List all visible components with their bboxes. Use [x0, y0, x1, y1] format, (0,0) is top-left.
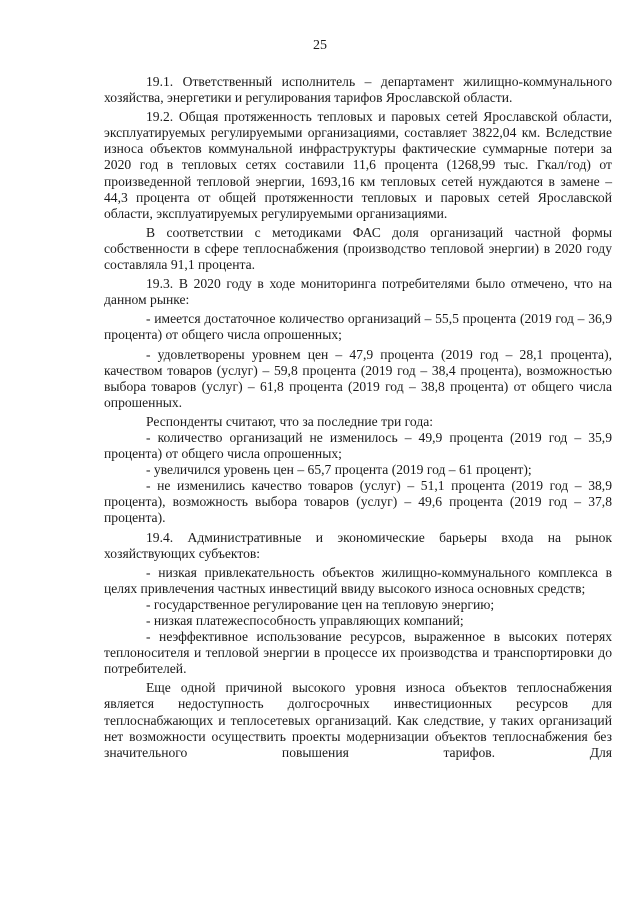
paragraph-19-1: 19.1. Ответственный исполнитель – департамент жилищно-коммунального хозяйства, энергетики и регулирования тарифов Ярославской области. [104, 74, 612, 106]
page-number: 25 [313, 38, 327, 53]
list-item-satisfaction: - удовлетворены уровнем цен – 47,9 процента (2019 год – 28,1 процента), качеством товаров (услуг) – 59,8 процента (2019 год – 38,4 процента), возможностью выбора товаров (услуг) – 61,8 процента (2019 год – 38,8 процента) от общего числа опрошенных. [104, 346, 612, 410]
list-item-low-attractiveness: - низкая привлекательность объектов жилищно-коммунального комплекса в целях привлечения частных инвестиций ввиду высокого износа основных средств; [104, 564, 612, 596]
list-item-prices-increased: - увеличился уровень цен – 65,7 процента (2019 год – 61 процент); [146, 462, 532, 478]
list-item-organizations-unchanged: - количество организаций не изменилось – 49,9 процента (2019 год – 35,9 процента) от общего числа опрошенных; [104, 429, 612, 462]
paragraph-wear-reason: Еще одной причиной высокого уровня износа объектов теплоснабжения является недоступность долгосрочных инвестиционных ресурсов для теплоснабжающих и теплосетевых организаций. Как следствие, у таких организаций нет возможности осуществить проекты модернизации объектов теплоснабжения без значительного повышения тарифов. Для [104, 680, 612, 760]
document-body [104, 74, 612, 761]
paragraph-respondents: Респонденты считают, что за последние три года: [146, 413, 434, 429]
list-item-inefficient-use: - неэффективное использование ресурсов, выраженное в высоких потерях теплоносителя и тепловой энергии в процессе их производства и транспортировки до потребителей. [104, 629, 612, 677]
list-item-state-regulation: - государственное регулирование цен на тепловую энергию; [146, 596, 495, 612]
paragraph-fas-share: В соответствии с методиками ФАС доля организаций частной формы собственности в сфере теплоснабжения (производство тепловой энергии) в 2020 году составляла 91,1 процента. [104, 224, 612, 273]
list-item-quality-unchanged: - не изменились качество товаров (услуг) – 51,1 процента (2019 год – 38,9 процента), возможность выбора товаров (услуг) – 49,6 процента (2019 год – 37,8 процента). [104, 478, 612, 526]
list-item-organizations-count: - имеется достаточное количество организаций – 55,5 процента (2019 год – 36,9 процента) от общего числа опрошенных; [104, 311, 612, 343]
paragraph-19-4: 19.4. Административные и экономические барьеры входа на рынок хозяйствующих субъектов: [104, 529, 612, 561]
paragraph-19-2: 19.2. Общая протяженность тепловых и паровых сетей Ярославской области, эксплуатируемых регулируемыми организациями, составляет 3822,04 км. Вследствие износа объектов коммунальной инфраструктуры фактические суммарные потери за 2020 год в тепловых сетях составили 11,6 процента (1268,99 тыс. Гкал/год) от произведенной тепловой энергии, 1693,16 км тепловых сетей нуждаются в замене – 44,3 процента от общей протяженности тепловых и паровых сетей Ярославской области, эксплуатируемых регулируемыми организациями. [104, 109, 612, 221]
paragraph-19-3: 19.3. В 2020 году в ходе мониторинга потребителями было отмечено, что на данном рынке: [104, 276, 612, 308]
list-item-low-solvency: - низкая платежеспособность управляющих компаний; [146, 613, 464, 628]
